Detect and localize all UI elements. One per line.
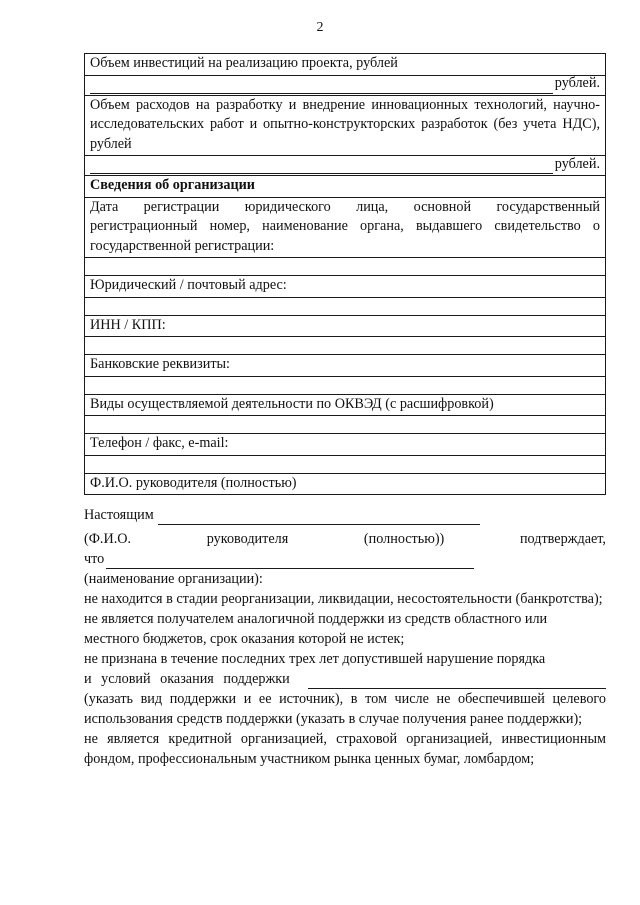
organization-info-table — [84, 53, 606, 495]
bank-label: Банковские реквизиты: — [85, 355, 606, 377]
okved-label: Виды осуществляемой деятельности по ОКВЭД (с расшифровкой) — [85, 394, 606, 416]
item-no-similar-support: не является получателем аналогичной поддержки из средств областного или местного бюджетов, срок оказания которой не истек; — [84, 611, 548, 647]
org-name-hint: (наименование организации): — [84, 571, 263, 587]
investment-blank[interactable] — [90, 79, 553, 94]
address-label: Юридический / почтовый адрес: — [85, 276, 606, 298]
head-name-blank[interactable] — [158, 510, 480, 525]
rd-costs-blank[interactable] — [90, 159, 553, 174]
support-conditions-text: и условий оказания поддержки — [84, 671, 290, 687]
rd-costs-unit: рублей. — [554, 155, 600, 172]
item-not-credit-org: не является кредитной организацией, страховой организацией, инвестиционным фондом, профессиональным участником рынка ценных бумаг, ломбардом; — [84, 731, 606, 767]
investment-input-row[interactable] — [85, 75, 606, 95]
org-name-blank[interactable] — [106, 554, 474, 569]
page-number: 2 — [316, 20, 324, 35]
item-no-violation-line1: не признана в течение последних трех лет допустившей нарушение порядка — [84, 651, 546, 667]
phone-label: Телефон / факс, e-mail: — [85, 434, 606, 456]
that-line — [84, 549, 606, 569]
inn-field[interactable] — [85, 337, 606, 355]
support-type-blank[interactable] — [308, 674, 606, 689]
fio-hint-2: руководителя — [206, 531, 289, 547]
hereby-text: Настоящим — [84, 507, 154, 523]
bank-field[interactable] — [85, 376, 606, 394]
item-no-violation-line2 — [84, 669, 606, 689]
registration-label: Дата регистрации юридического лица, основной государственный регистрационный номер, наименование органа, выдавшего свидетельство о государственной регистрации: — [85, 197, 606, 258]
rd-costs-label: Объем расходов на разработку и внедрение инновационных технологий, научно-исследовательских работ и опытно-конструкторских разработок (без учета НДС), рублей — [85, 95, 606, 156]
inn-label: ИНН / КПП: — [85, 315, 606, 337]
item-no-reorganization: не находится в стадии реорганизации, ликвидации, несостоятельности (банкротства); — [84, 591, 603, 607]
fio-hint-line — [84, 529, 606, 549]
item-no-violation-rest: (указать вид поддержки и ее источник), в том числе не обеспечившей целевого использования средств поддержки (указать в случае получения ранее поддержки); — [84, 691, 606, 727]
org-section-title: Сведения об организации — [85, 176, 606, 198]
okved-field[interactable] — [85, 416, 606, 434]
declaration — [84, 505, 606, 769]
that-text: что — [84, 551, 105, 567]
hereby-line — [84, 505, 606, 525]
registration-field[interactable] — [85, 258, 606, 276]
investment-unit: рублей. — [554, 75, 600, 91]
rd-costs-input-row[interactable] — [85, 156, 606, 176]
address-field[interactable] — [85, 297, 606, 315]
phone-field[interactable] — [85, 455, 606, 473]
investment-label: Объем инвестиций на реализацию проекта, рублей — [85, 54, 606, 76]
confirms-text: подтверждает, — [519, 531, 606, 547]
head-label: Ф.И.О. руководителя (полностью) — [85, 473, 606, 495]
fio-hint-3: (полностью)) — [363, 531, 445, 547]
fio-hint-1: (Ф.И.О. — [84, 531, 132, 547]
